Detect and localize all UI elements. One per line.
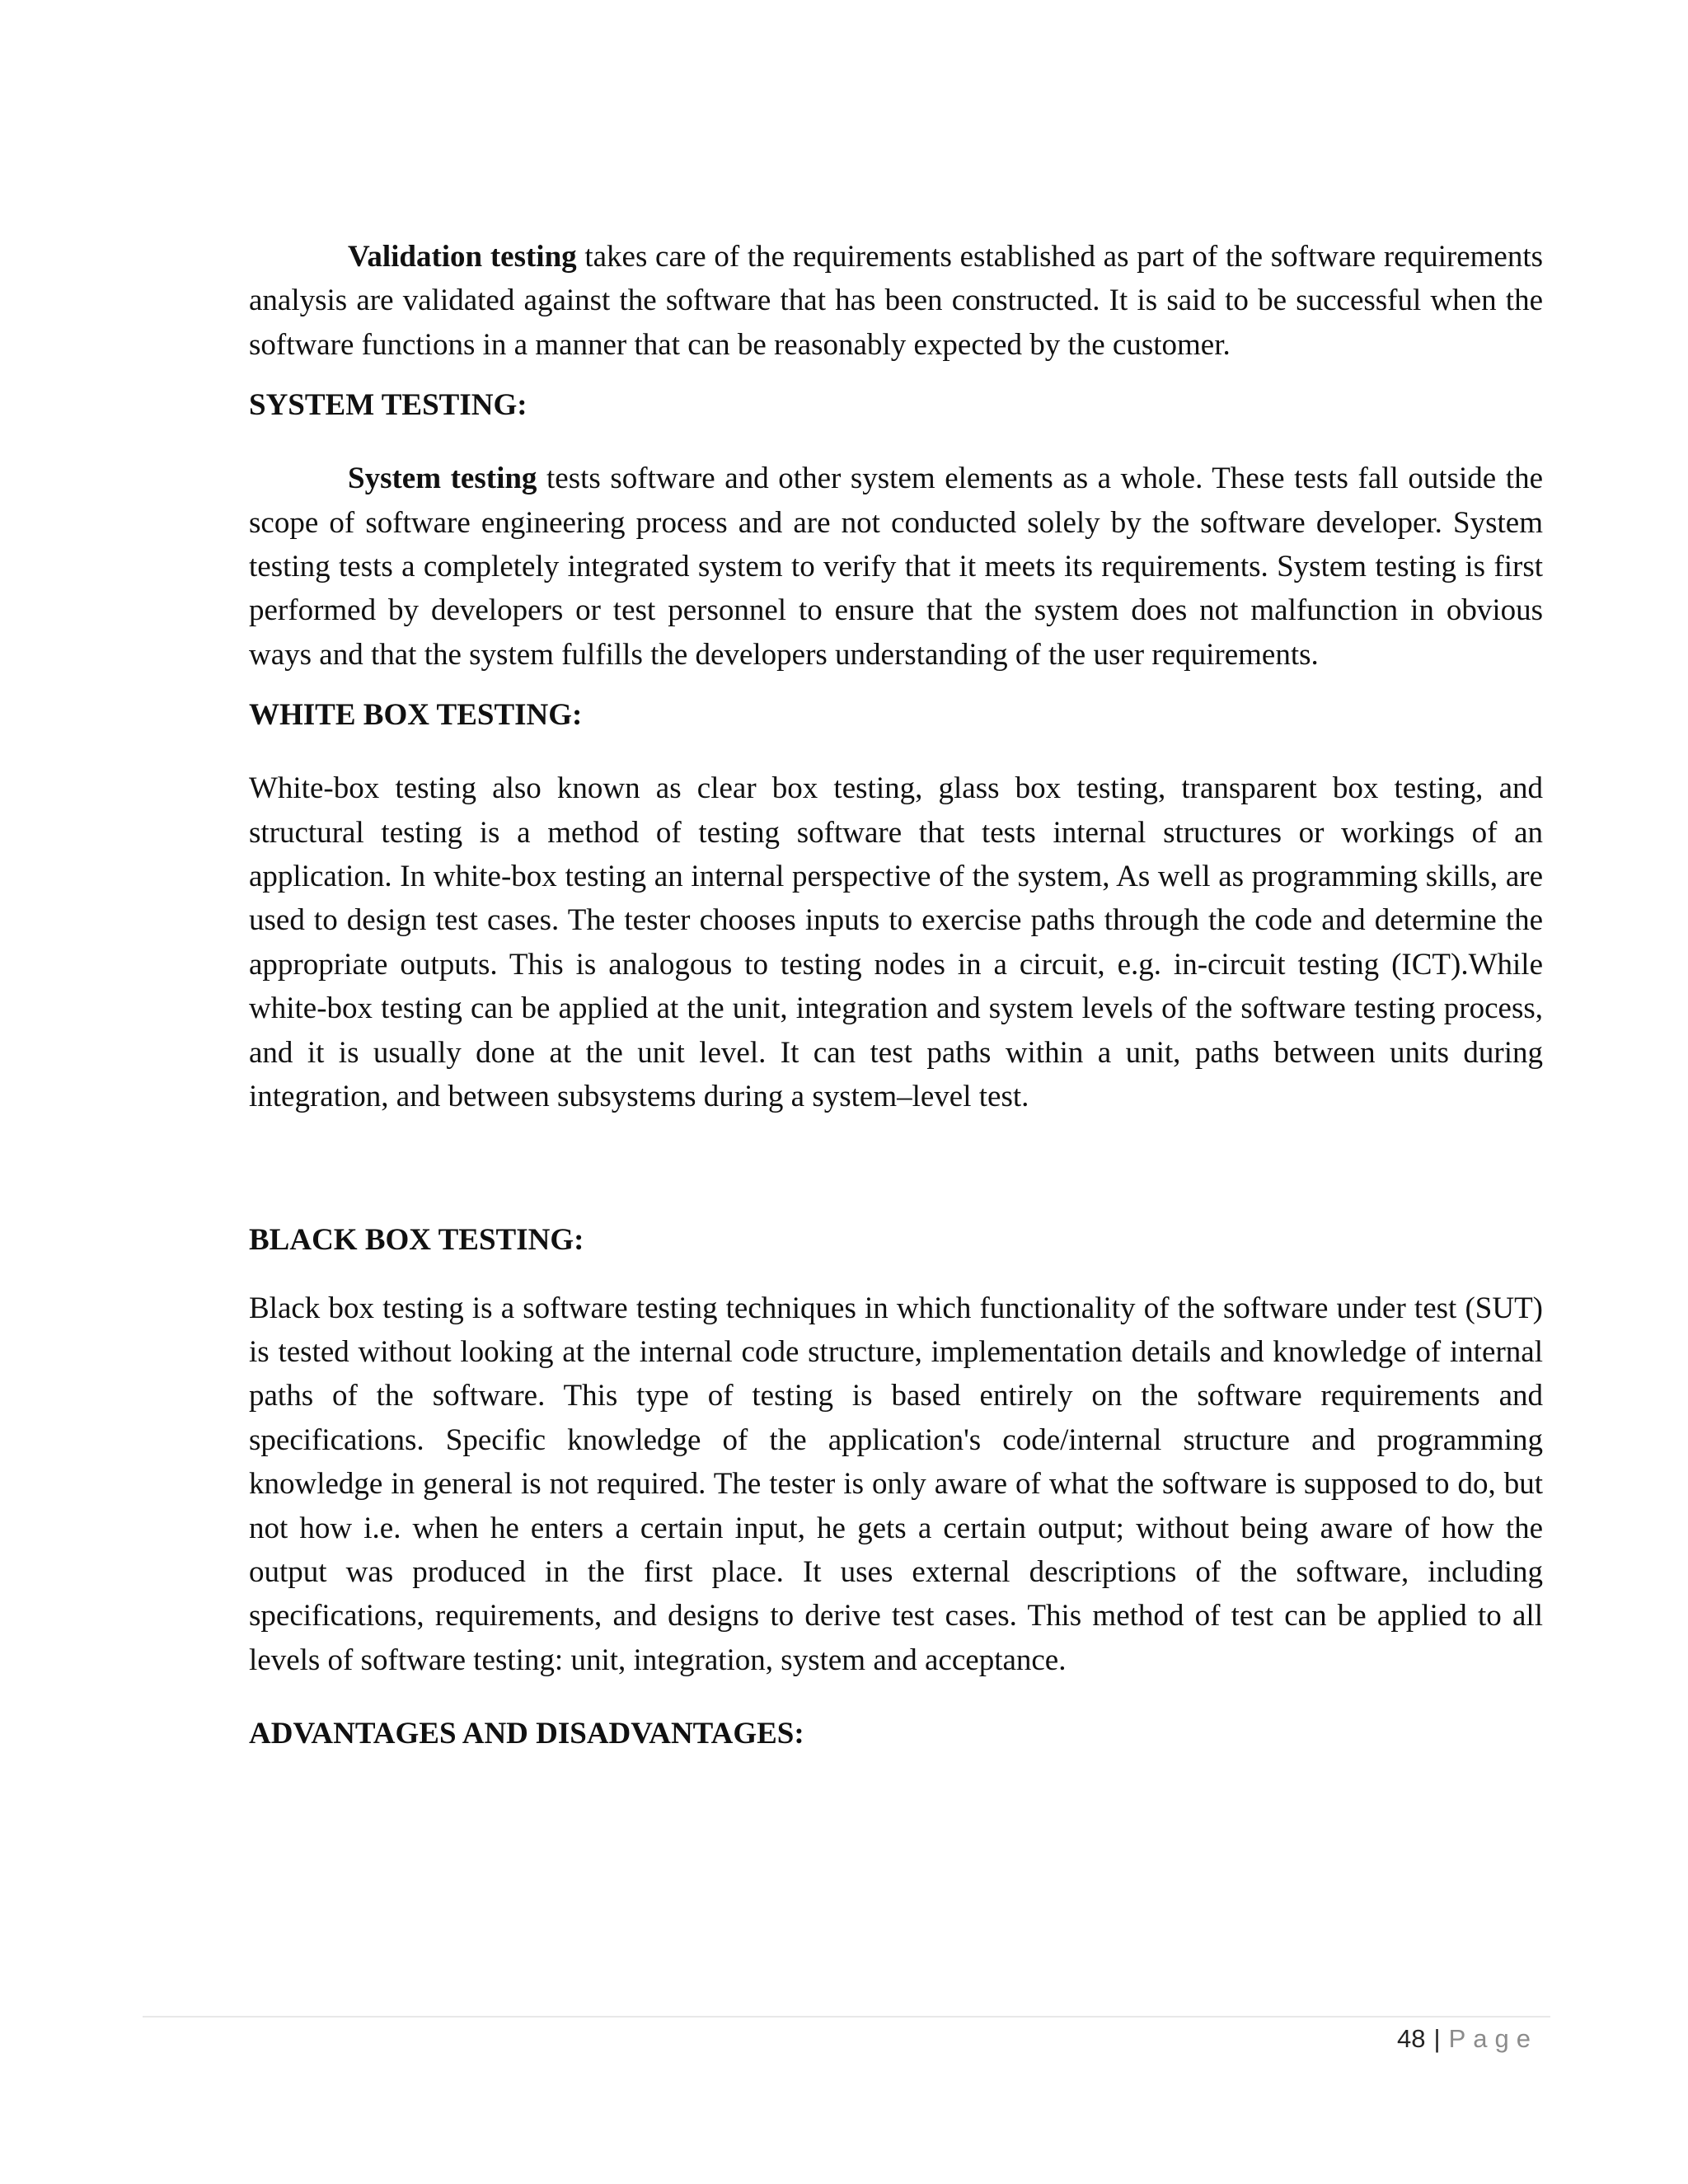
system-testing-lead: System testing — [348, 462, 537, 496]
black-box-testing-paragraph: Black box testing is a software testing techniques in which functionality of the software under test (SUT) is tested without looking at the internal code structure, implementation details and knowledge of internal paths of the software. This type of testing is based entirely on the software requirements and specifications. Specific knowledge of the application's code/internal structure and programming knowledge in general is not required. The tester is only aware of what the software is supposed to do, but not how i.e. when he enters a certain input, he gets a certain output; without being aware of how the output was produced in the first place. It uses external descriptions of the software, including specifications, requirements, and designs to derive test cases. This method of test can be applied to all levels of software testing: unit, integration, system and acceptance. — [249, 1291, 1543, 1677]
advantages-disadvantages-heading: ADVANTAGES AND DISADVANTAGES: — [249, 1717, 804, 1751]
footer-divider — [143, 2016, 1550, 2018]
validation-testing-paragraph — [249, 235, 1543, 367]
white-box-testing-paragraph: White-box testing also known as clear box testing, glass box testing, transparent box testing, and structural testing is a method of testing software that tests internal structures or workings of an application. In white-box testing an internal perspective of the system, As well as programming skills, are used to design test cases. The tester chooses inputs to exercise paths through the code and determine the appropriate outputs. This is analogous to testing nodes in a circuit, e.g. in-circuit testing (ICT).While white-box testing can be applied at the unit, integration and system levels of the software testing process, and it is usually done at the unit level. It can test paths within a unit, paths between units during integration, and between subsystems during a system–level test. — [249, 771, 1543, 1114]
page-content — [249, 235, 1543, 1755]
validation-testing-lead: Validation testing — [348, 240, 577, 274]
black-box-testing-heading: BLACK BOX TESTING: — [249, 1222, 584, 1257]
page-separator: | — [1433, 2024, 1441, 2053]
page-number: 48 — [1397, 2024, 1426, 2053]
system-testing-text: tests software and other system elements as a whole. These tests fall outside the scope of software engineering process and are not conducted solely by the software developer. System testing tests a completely integrated system to verify that it meets its requirements. System testing is first performed by developers or test personnel to ensure that the system does not malfunction in obvious ways and that the system fulfills the developers understanding of the user requirements. — [249, 462, 1543, 672]
page-footer — [1397, 2021, 1538, 2057]
validation-testing-text: takes care of the requirements established as part of the software requirements analysis are validated against the software that has been constructed. It is said to be successful when the software functions in a manner that can be reasonably expected by the customer. — [249, 240, 1543, 362]
system-testing-heading: SYSTEM TESTING: — [249, 388, 528, 423]
system-testing-paragraph — [249, 457, 1543, 677]
white-box-testing-heading: WHITE BOX TESTING: — [249, 698, 583, 733]
page-label: Page — [1448, 2024, 1538, 2053]
